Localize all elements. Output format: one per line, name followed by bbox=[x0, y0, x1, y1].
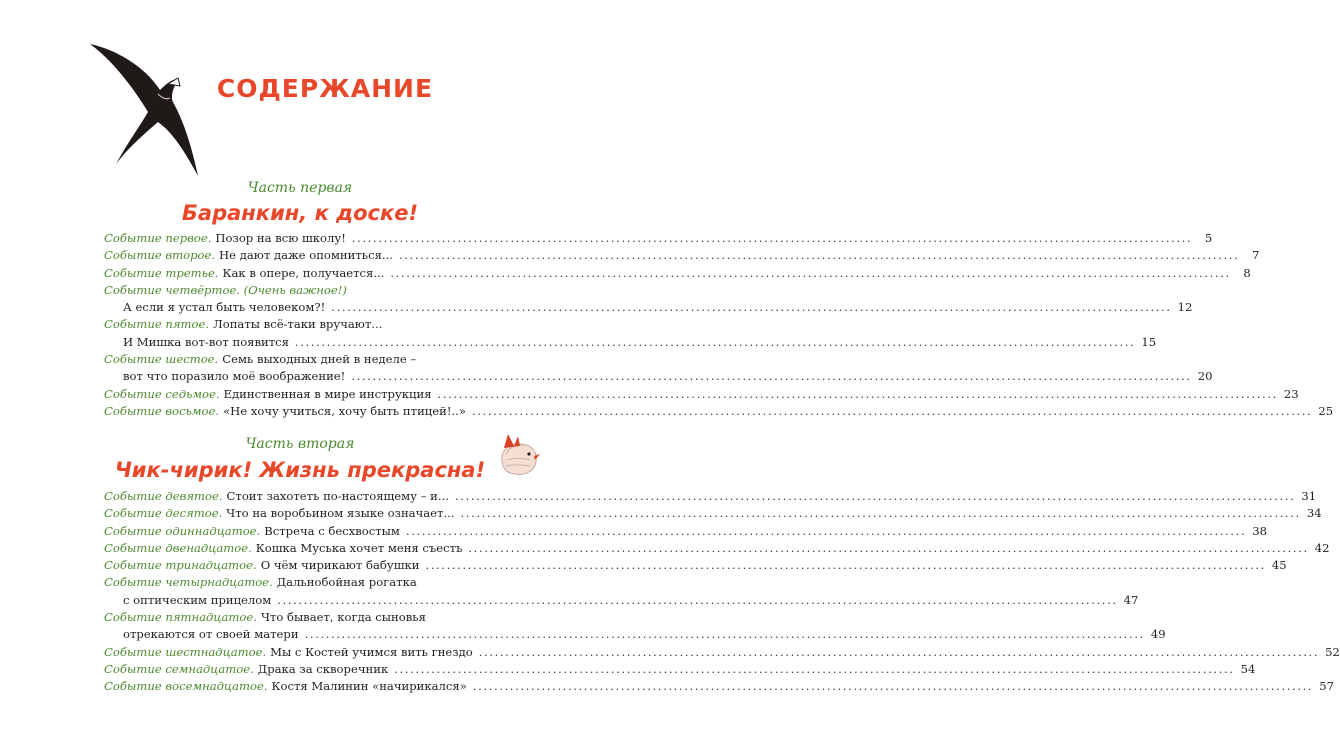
leader-dots bbox=[394, 661, 1234, 678]
page-number: 20 bbox=[1197, 369, 1213, 384]
event-label: Событие седьмое. bbox=[104, 386, 220, 401]
entry-title: Не дают даже опомниться... bbox=[219, 248, 393, 263]
page-number: 12 bbox=[1177, 300, 1193, 315]
entry-title: Что бывает, когда сыновья bbox=[260, 610, 426, 625]
event-label: Событие шестое. bbox=[104, 352, 219, 367]
event-label: Событие третье. bbox=[104, 265, 219, 280]
toc-entry[interactable] bbox=[104, 403, 1334, 420]
entry-title: с оптическим прицелом bbox=[123, 592, 272, 607]
page-number: 25 bbox=[1318, 403, 1334, 418]
toc-entry-continuation[interactable] bbox=[104, 299, 1193, 316]
toc-entry[interactable] bbox=[104, 488, 1317, 505]
event-label: Событие четвёртое. (Очень важное!) bbox=[104, 282, 347, 297]
entry-title: «Не хочу учиться, хочу быть птицей!..» bbox=[223, 403, 466, 418]
event-label: Событие восемнадцатое. bbox=[104, 679, 268, 694]
entry-title: Драка за скворечник bbox=[257, 661, 389, 676]
event-label: Событие десятое. bbox=[104, 506, 223, 521]
entry-title: И Мишка вот-вот появится bbox=[123, 334, 289, 349]
entry-title: Костя Малинин «начирикался» bbox=[271, 679, 467, 694]
page-number: 5 bbox=[1204, 231, 1213, 245]
event-label: Событие тринадцатое. bbox=[104, 558, 257, 573]
leader-dots bbox=[390, 265, 1230, 282]
toc-entry[interactable] bbox=[104, 282, 528, 299]
leader-dots bbox=[305, 626, 1145, 643]
entry-title: А если я устал быть человеком?! bbox=[123, 300, 326, 315]
event-label: Событие четырнадцатое. bbox=[104, 575, 273, 590]
event-label: Событие восьмое. bbox=[104, 403, 220, 418]
toc-entry[interactable] bbox=[104, 505, 1322, 522]
page-number: 8 bbox=[1243, 265, 1251, 280]
toc-entry[interactable] bbox=[104, 265, 1251, 282]
leader-dots bbox=[438, 386, 1278, 403]
page-number: 34 bbox=[1306, 506, 1322, 521]
page-number: 57 bbox=[1319, 679, 1334, 694]
toc-entry[interactable] bbox=[104, 609, 528, 626]
page-number: 49 bbox=[1150, 627, 1166, 642]
swallow-illustration bbox=[88, 38, 200, 178]
page-number: 54 bbox=[1240, 661, 1256, 676]
leader-dots bbox=[461, 505, 1301, 522]
event-label: Событие второе. bbox=[104, 248, 216, 263]
leader-dots bbox=[351, 368, 1191, 385]
toc-entry-continuation[interactable] bbox=[104, 626, 1166, 643]
toc-entry[interactable] bbox=[104, 540, 1330, 557]
page-number: 47 bbox=[1123, 592, 1139, 607]
page-number: 15 bbox=[1141, 334, 1157, 349]
toc-entry-continuation[interactable] bbox=[104, 592, 1139, 609]
toc-entry[interactable] bbox=[104, 644, 1340, 661]
toc-entry[interactable] bbox=[104, 247, 1260, 264]
leader-dots bbox=[406, 523, 1246, 540]
entry-title: Мы с Костей учимся вить гнездо bbox=[270, 644, 473, 659]
event-label: Событие девятое. bbox=[104, 489, 223, 503]
part2-label: Часть вторая bbox=[245, 436, 355, 452]
entry-title: Позор на всю школу! bbox=[215, 231, 346, 245]
toc-entry[interactable] bbox=[104, 351, 528, 368]
entry-title: Стоит захотеть по-настоящему – и... bbox=[226, 489, 449, 503]
leader-dots bbox=[455, 488, 1295, 505]
toc-part1 bbox=[104, 230, 1334, 420]
leader-dots bbox=[295, 334, 1135, 351]
leader-dots bbox=[468, 540, 1308, 557]
toc-entry-continuation[interactable] bbox=[104, 368, 1213, 385]
toc-entry-continuation[interactable] bbox=[104, 334, 1157, 351]
entry-title: Дальнобойная рогатка bbox=[276, 575, 417, 590]
leader-dots bbox=[277, 592, 1117, 609]
toc-entry[interactable] bbox=[104, 574, 528, 591]
leader-dots bbox=[352, 230, 1192, 247]
leader-dots bbox=[331, 299, 1171, 316]
toc-entry[interactable] bbox=[104, 661, 1256, 678]
page-number: 42 bbox=[1314, 540, 1330, 555]
event-label: Событие шестнадцатое. bbox=[104, 644, 267, 659]
toc-part2 bbox=[104, 488, 1340, 696]
entry-title: Что на воробьином языке означает... bbox=[226, 506, 455, 521]
event-label: Событие пятое. bbox=[104, 317, 210, 332]
part2-title: Чик-чирик! Жизнь прекрасна! bbox=[114, 458, 486, 482]
entry-title: Лопаты всё-таки вручают... bbox=[213, 317, 383, 332]
page-number: 7 bbox=[1251, 248, 1260, 263]
leader-dots bbox=[473, 678, 1313, 695]
entry-title: отрекаются от своей матери bbox=[123, 627, 299, 642]
toc-entry[interactable] bbox=[104, 386, 1299, 403]
event-label: Событие одиннадцатое. bbox=[104, 523, 261, 538]
part1-label: Часть первая bbox=[247, 180, 353, 196]
toc-entry[interactable] bbox=[104, 316, 528, 333]
page-number: 31 bbox=[1301, 489, 1317, 503]
entry-title: Кошка Муська хочет меня съесть bbox=[255, 540, 463, 555]
page-title: СОДЕРЖАНИЕ bbox=[216, 74, 434, 103]
entry-title: Единственная в мире инструкция bbox=[223, 386, 432, 401]
entry-title: О чём чирикают бабушки bbox=[260, 558, 420, 573]
entry-title: Как в опере, получается... bbox=[222, 265, 385, 280]
part1-title: Баранкин, к доске! bbox=[181, 201, 419, 225]
event-label: Событие семнадцатое. bbox=[104, 661, 254, 676]
leader-dots bbox=[425, 557, 1265, 574]
toc-entry[interactable] bbox=[104, 230, 1213, 247]
toc-entry[interactable] bbox=[104, 557, 1287, 574]
toc-entry[interactable] bbox=[104, 523, 1268, 540]
leader-dots bbox=[399, 247, 1239, 264]
toc-entry[interactable] bbox=[104, 678, 1334, 695]
entry-title: Встреча с бесхвостым bbox=[264, 523, 400, 538]
event-label: Событие первое. bbox=[104, 231, 212, 245]
event-label: Событие двенадцатое. bbox=[104, 540, 252, 555]
page-number: 23 bbox=[1283, 386, 1299, 401]
entry-title: вот что поразило моё воображение! bbox=[123, 369, 346, 384]
page-number: 45 bbox=[1271, 558, 1287, 573]
event-label: Событие пятнадцатое. bbox=[104, 610, 257, 625]
leader-dots bbox=[472, 403, 1312, 420]
entry-title: Семь выходных дней в неделе – bbox=[222, 352, 417, 367]
page-number: 38 bbox=[1252, 523, 1268, 538]
leader-dots bbox=[479, 644, 1319, 661]
bird-illustration bbox=[494, 432, 540, 480]
page-number: 52 bbox=[1325, 644, 1340, 659]
